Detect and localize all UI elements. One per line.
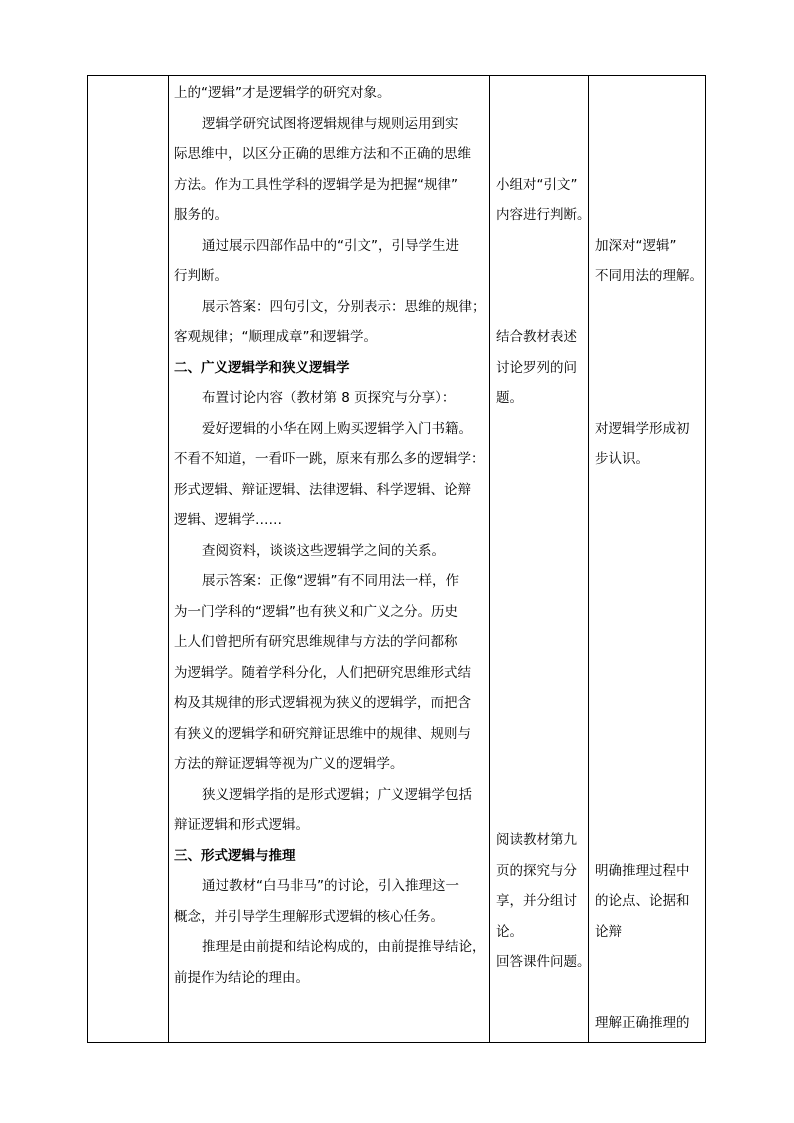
column-divider [489, 76, 490, 1042]
content-line: 不看不知道，一看吓一跳，原来有那么多的逻辑学： [174, 451, 485, 467]
content-line: 行判断。 [174, 268, 228, 284]
content-line: 上人们曾把所有研究思维规律与方法的学问都称 [174, 634, 458, 650]
content-line: 狭义逻辑学指的是形式逻辑；广义逻辑学包括 [202, 787, 472, 803]
intent-line: 对逻辑学形成初 [595, 421, 690, 437]
lesson-plan-table [87, 75, 706, 1043]
intent-line: 的论点、论据和 [595, 893, 690, 909]
content-line: 爱好逻辑的小华在网上购买逻辑学入门书籍。 [202, 421, 472, 437]
content-line: 概念，并引导学生理解形式逻辑的核心任务。 [174, 909, 444, 925]
content-line: 展示答案：正像“逻辑”有不同用法一样，作 [202, 573, 459, 589]
content-line: 逻辑学研究试图将逻辑规律与规则运用到实 [202, 116, 459, 132]
content-line: 推理是由前提和结论构成的，由前提推导结论， [202, 939, 486, 955]
student-activity-column [496, 76, 591, 1042]
content-line: 际思维中，以区分正确的思维方法和不正确的思维 [174, 146, 471, 162]
activity-line: 回答课件问题。 [496, 954, 591, 970]
column-divider [168, 76, 169, 1042]
content-line: 逻辑、逻辑学…… [174, 512, 282, 528]
section-heading: 二、广义逻辑学和狭义逻辑学 [174, 360, 350, 376]
activity-line: 讨论罗列的问 [496, 360, 577, 376]
activity-line: 结合教材表述 [496, 329, 577, 345]
content-line: 前提作为结论的理由。 [174, 970, 309, 986]
content-line: 为逻辑学。随着学科分化，人们把研究思维形式结 [174, 665, 471, 681]
content-line: 展示答案：四句引文，分别表示：思维的规律； [202, 299, 486, 315]
content-line: 为一门学科的“逻辑”也有狭义和广义之分。历史 [174, 604, 458, 620]
activity-line: 页的探究与分 [496, 863, 577, 879]
activity-line: 内容进行判断。 [496, 207, 591, 223]
content-line: 布置讨论内容（教材第 8 页探究与分享）： [202, 390, 456, 406]
activity-line: 题。 [496, 390, 523, 406]
intent-line: 理解正确推理的 [595, 1015, 690, 1031]
content-line: 形式逻辑、辩证逻辑、法律逻辑、科学逻辑、论辩 [174, 482, 471, 498]
content-line: 查阅资料，谈谈这些逻辑学之间的关系。 [202, 543, 445, 559]
content-line: 上的“逻辑”才是逻辑学的研究对象。 [174, 85, 391, 101]
content-line: 方法。作为工具性学科的逻辑学是为把握“规律” [174, 177, 458, 193]
content-line: 构及其规律的形式逻辑视为狭义的逻辑学，而把含 [174, 695, 471, 711]
intent-line: 论辩 [595, 924, 622, 940]
activity-line: 小组对“引文” [496, 177, 578, 193]
content-line: 有狭义的逻辑学和研究辩证思维中的规律、规则与 [174, 726, 471, 742]
content-line: 辩证逻辑和形式逻辑。 [174, 817, 309, 833]
intent-line: 明确推理过程中 [595, 863, 690, 879]
teaching-content-column [174, 76, 484, 1042]
activity-line: 论。 [496, 924, 523, 940]
content-line: 通过教材“白马非马”的讨论，引入推理这一 [202, 878, 459, 894]
content-line: 服务的。 [174, 207, 228, 223]
intent-line: 加深对“逻辑” [595, 238, 677, 254]
activity-line: 享，并分组讨 [496, 893, 577, 909]
design-intent-column [595, 76, 705, 1042]
content-line: 客观规律；“顺理成章”和逻辑学。 [174, 329, 377, 345]
intent-line: 不同用法的理解。 [595, 268, 703, 284]
content-line: 通过展示四部作品中的“引文”，引导学生进 [202, 238, 459, 254]
activity-line: 阅读教材第九 [496, 832, 577, 848]
content-line: 方法的辩证逻辑等视为广义的逻辑学。 [174, 756, 404, 772]
section-heading: 三、形式逻辑与推理 [174, 848, 296, 864]
intent-line: 步认识。 [595, 451, 649, 467]
